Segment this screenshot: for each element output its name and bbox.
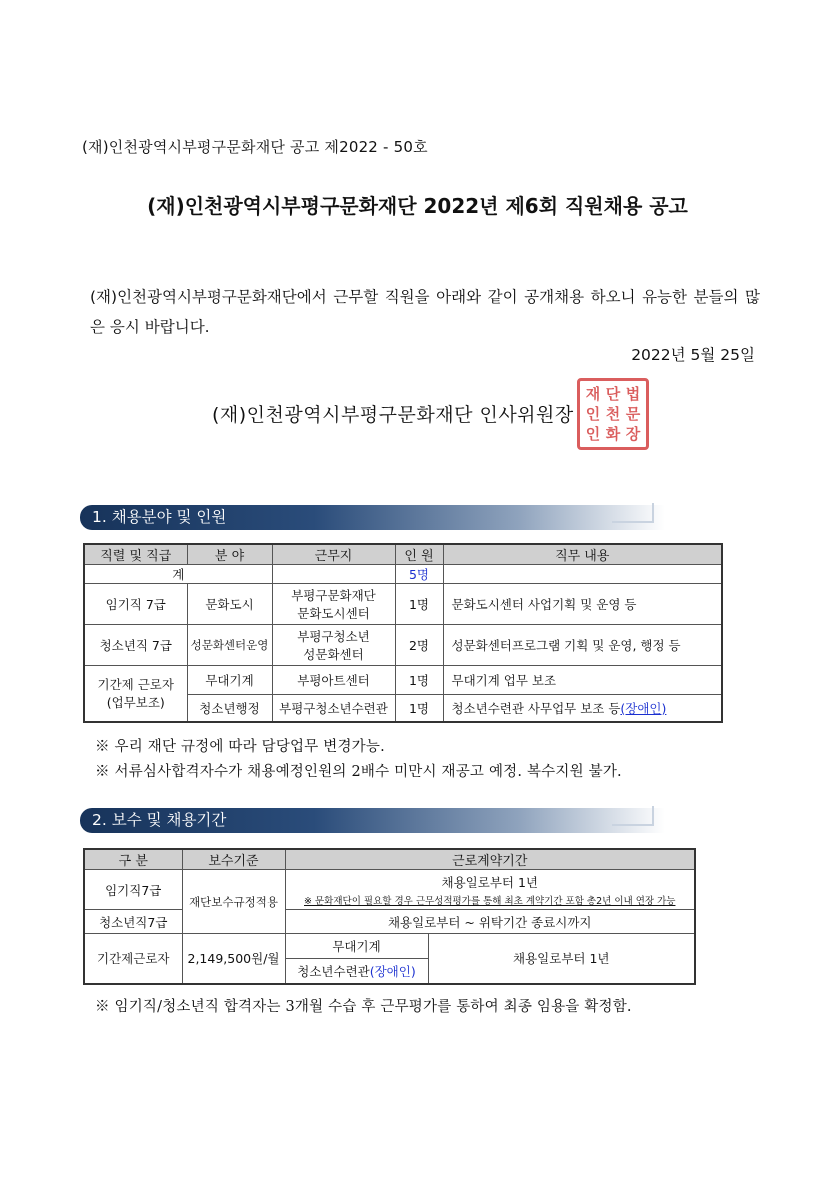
- header-category: 구 분: [84, 849, 182, 870]
- row-pay: 2,149,500원/월: [182, 934, 285, 984]
- row-field: 무대기계: [187, 666, 272, 695]
- seal-char: 인: [585, 424, 601, 443]
- row-duty: 성문화센터프로그램 기획 및 운영, 행정 등: [443, 625, 722, 666]
- row-field: 문화도시: [187, 584, 272, 625]
- header-period: 근로계약기간: [285, 849, 695, 870]
- seal-char: 인: [585, 404, 601, 423]
- notice-date: 2022년 5월 25일: [631, 346, 755, 364]
- row-place: 부평구청소년 성문화센터: [272, 625, 395, 666]
- header-rank: 직렬 및 직급: [84, 544, 187, 565]
- seal-char: 문: [625, 404, 641, 423]
- row-category: 임기직7급: [84, 870, 182, 910]
- seal-char: 천: [605, 404, 621, 423]
- row-field: 청소년행정: [187, 695, 272, 722]
- seal-char: 재: [585, 384, 601, 403]
- row-duty: 무대기계 업무 보조: [443, 666, 722, 695]
- section1-note: ※ 서류심사합격자수가 채용예정인원의 2배수 미만시 재공고 예정. 복수지원 불가.: [95, 764, 622, 780]
- period-note: ※ 문화재단이 필요할 경우 근무성적평가를 통해 최초 계약기간 포함 총2년 이내 연장 가능: [304, 895, 676, 907]
- row-category: 청소년직7급: [84, 910, 182, 934]
- section1-heading: 1. 채용분야 및 인원: [92, 508, 227, 526]
- row-count: 2명: [395, 625, 443, 666]
- official-seal-icon: [577, 378, 649, 450]
- row-pay: 재단보수규정적용: [182, 870, 285, 934]
- disabled-tag: (장애인): [620, 700, 667, 716]
- seal-char: 법: [625, 384, 641, 403]
- section1-note: ※ 우리 재단 규정에 따라 담당업무 변경가능.: [95, 739, 385, 755]
- pay-table: [83, 848, 696, 985]
- row-period: 채용일로부터 1년 ※ 문화재단이 필요할 경우 근무성적평가를 통해 최초 계약기간 포함 총2년 이내 연장 가능: [285, 870, 695, 910]
- row-duty: 청소년수련관 사무업무 보조 등(장애인): [443, 695, 722, 722]
- row-place: 청소년수련관(장애인): [285, 959, 428, 984]
- seal-char: 단: [605, 384, 621, 403]
- row-duty: 문화도시센터 사업기획 및 운영 등: [443, 584, 722, 625]
- header-place: 근무지: [272, 544, 395, 565]
- seal-char: 장: [625, 424, 641, 443]
- row-rank: 임기직 7급: [84, 584, 187, 625]
- notice-number: (재)인천광역시부평구문화재단 공고 제2022 - 50호: [82, 138, 428, 156]
- row-place: 무대기계: [285, 934, 428, 959]
- row-field: 성문화센터운영: [187, 625, 272, 666]
- row-rank: 청소년직 7급: [84, 625, 187, 666]
- section2-heading-bar: [80, 808, 665, 833]
- header-pay: 보수기준: [182, 849, 285, 870]
- row-place: 부평구청소년수련관: [272, 695, 395, 722]
- section2-heading: 2. 보수 및 채용기간: [92, 811, 227, 829]
- row-period: 채용일로부터 1년: [428, 934, 695, 984]
- row-place: 부평아트센터: [272, 666, 395, 695]
- bar-decoration: [612, 806, 654, 826]
- section1-heading-bar: [80, 505, 665, 530]
- row-category: 기간제근로자: [84, 934, 182, 984]
- total-empty: [272, 565, 395, 584]
- row-place: 부평구문화재단 문화도시센터: [272, 584, 395, 625]
- total-empty: [443, 565, 722, 584]
- row-count: 1명: [395, 695, 443, 722]
- contract-rank: 기간제 근로자 (업무보조): [84, 666, 187, 722]
- header-count: 인 원: [395, 544, 443, 565]
- seal-char: 화: [605, 424, 621, 443]
- section2-note: ※ 임기직/청소년직 합격자는 3개월 수습 후 근무평가를 통하여 최종 임용을 확정함.: [95, 999, 632, 1015]
- row-count: 1명: [395, 666, 443, 695]
- recruitment-table: [83, 543, 723, 723]
- header-duty: 직무 내용: [443, 544, 722, 565]
- intro-paragraph: (재)인천광역시부평구문화재단에서 근무할 직원을 아래와 같이 공개채용 하오니 유능한 분들의 많은 응시 바랍니다.: [90, 288, 760, 336]
- total-count: 5명: [395, 565, 443, 584]
- document-title: (재)인천광역시부평구문화재단 2022년 제6회 직원채용 공고: [147, 194, 688, 218]
- disabled-tag: (장애인): [369, 963, 416, 979]
- row-count: 1명: [395, 584, 443, 625]
- total-label: 계: [84, 565, 272, 584]
- header-field: 분 야: [187, 544, 272, 565]
- bar-decoration: [612, 503, 654, 523]
- signer-name: (재)인천광역시부평구문화재단 인사위원장: [212, 404, 574, 426]
- row-period: 채용일로부터 ~ 위탁기간 종료시까지: [285, 910, 695, 934]
